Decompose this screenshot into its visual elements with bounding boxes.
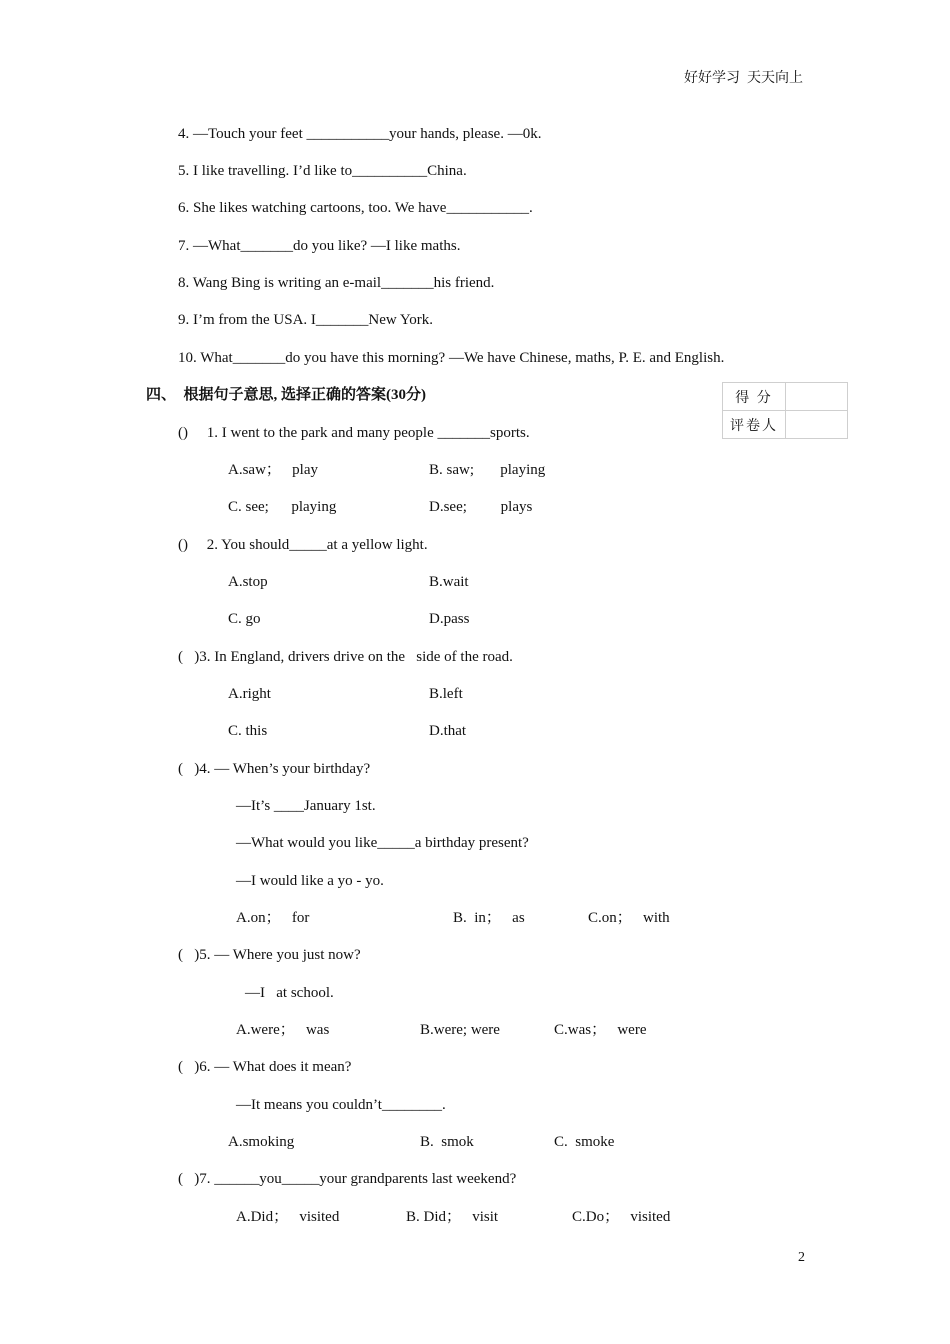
fill-blank-7: 7. —What_______do you like? —I like maths. [178, 238, 461, 254]
question-3-option-d: D.that [429, 723, 467, 739]
question-6-option-c: C. smoke [554, 1134, 615, 1150]
question-5-stem: ( )5. — Where you just now? [178, 947, 361, 963]
question-1-option-d: D.see; plays [429, 499, 533, 515]
question-5-line-1: —I at school. [245, 985, 334, 1001]
score-cell[interactable] [786, 383, 848, 411]
question-6-stem: ( )6. — What does it mean? [178, 1059, 352, 1075]
question-1-stem: () 1. I went to the park and many people _______sports. [178, 425, 530, 441]
question-4-stem: ( )4. — When’s your birthday? [178, 761, 371, 777]
section-title: 四、 根据句子意思, 选择正确的答案(30分) [146, 387, 426, 403]
question-3-option-b: B.left [429, 686, 463, 702]
page-number: 2 [798, 1250, 805, 1265]
question-7-option-a: A.Did； visited [236, 1209, 340, 1225]
question-4-option-a: A.on； for [236, 910, 310, 926]
page-header: 好好学习 天天向上 [684, 71, 803, 86]
score-box [722, 382, 848, 439]
question-2-option-d: D.pass [429, 611, 470, 627]
question-6-option-a: A.smoking [228, 1134, 295, 1150]
question-5-option-b: B.were; were [420, 1022, 500, 1038]
question-4-line-1: —It’s ____January 1st. [236, 798, 376, 814]
question-5-option-a: A.were； was [236, 1022, 330, 1038]
fill-blank-6: 6. She likes watching cartoons, too. We have___________. [178, 200, 533, 216]
question-6-line-1: —It means you couldn’t________. [236, 1097, 446, 1113]
question-4-line-2: —What would you like_____a birthday present? [236, 835, 529, 851]
question-7-option-c: C.Do； visited [572, 1209, 671, 1225]
grader-cell[interactable] [786, 411, 848, 439]
question-2-option-c: C. go [228, 611, 261, 627]
question-3-stem: ( )3. In England, drivers drive on the side of the road. [178, 649, 513, 665]
question-4-option-b: B. in； as [453, 910, 525, 926]
question-2-option-b: B.wait [429, 574, 469, 590]
fill-blank-8: 8. Wang Bing is writing an e-mail_______his friend. [178, 275, 495, 291]
question-2-stem: () 2. You should_____at a yellow light. [178, 537, 428, 553]
question-1-option-c: C. see; playing [228, 499, 337, 515]
question-3-option-c: C. this [228, 723, 268, 739]
question-7-option-b: B. Did； visit [406, 1209, 499, 1225]
question-3-option-a: A.right [228, 686, 271, 702]
fill-blank-10: 10. What_______do you have this morning? —We have Chinese, maths, P. E. and English. [178, 350, 725, 366]
fill-blank-9: 9. I’m from the USA. I_______New York. [178, 312, 433, 328]
question-1-option-a: A.saw； play [228, 462, 318, 478]
fill-blank-5: 5. I like travelling. I’d like to__________China. [178, 163, 467, 179]
question-7-stem: ( )7. ______you_____your grandparents last weekend? [178, 1171, 517, 1187]
question-6-option-b: B. smok [420, 1134, 474, 1150]
question-4-option-c: C.on； with [588, 910, 670, 926]
score-label: 得 分 [723, 383, 786, 411]
question-1-option-b: B. saw; playing [429, 462, 546, 478]
question-5-option-c: C.was； were [554, 1022, 647, 1038]
question-2-option-a: A.stop [228, 574, 268, 590]
grader-label: 评卷人 [723, 411, 786, 439]
fill-blank-4: 4. —Touch your feet ___________your hands, please. —0k. [178, 126, 542, 142]
question-4-line-3: —I would like a yo - yo. [236, 873, 384, 889]
